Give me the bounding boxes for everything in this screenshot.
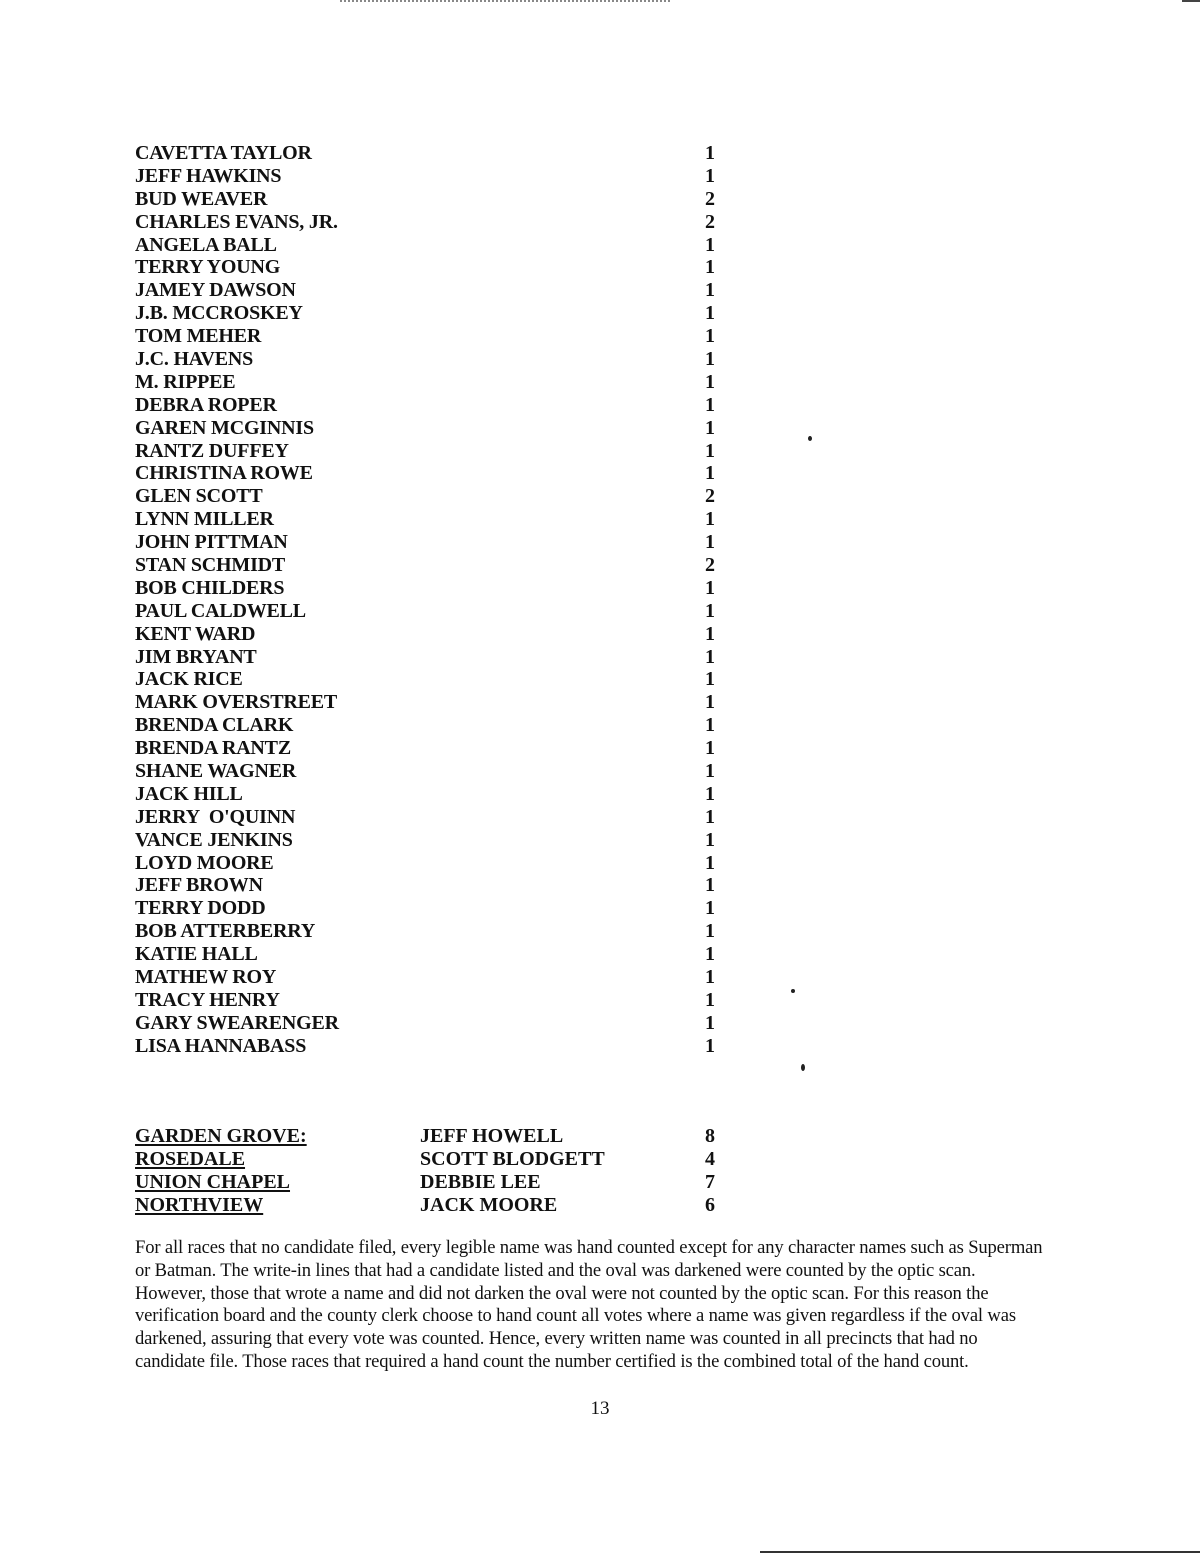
candidate-name: BUD WEAVER xyxy=(135,187,268,210)
vote-count: 1 xyxy=(705,988,715,1011)
write-in-row xyxy=(135,531,735,554)
candidate-name: KATIE HALL xyxy=(135,943,258,966)
write-in-row xyxy=(135,165,735,188)
candidate-name: BOB ATTERBERRY xyxy=(135,920,316,943)
write-in-row xyxy=(135,371,735,394)
page-number: 13 xyxy=(590,1398,610,1419)
scan-artifact-top xyxy=(340,0,670,5)
candidate-name: MARK OVERSTREET xyxy=(135,691,338,714)
precinct-results-table xyxy=(135,1125,735,1217)
candidate-name: PAUL CALDWELL xyxy=(135,599,306,622)
candidate-name: ANGELA BALL xyxy=(135,233,277,256)
candidate-name: LYNN MILLER xyxy=(135,508,274,531)
vote-count: 1 xyxy=(705,966,715,989)
write-in-row xyxy=(135,348,735,371)
candidate-name: LISA HANNABASS xyxy=(135,1034,307,1057)
write-in-row xyxy=(135,714,735,737)
candidate-name: GLEN SCOTT xyxy=(135,485,263,508)
write-in-row xyxy=(135,554,735,577)
precinct-candidate: JEFF HOWELL xyxy=(420,1125,564,1147)
candidate-name: DEBRA ROPER xyxy=(135,393,277,416)
write-in-row xyxy=(135,760,735,783)
candidate-name: VANCE JENKINS xyxy=(135,828,293,851)
precinct-name: ROSEDALE xyxy=(135,1148,246,1170)
vote-count: 1 xyxy=(705,508,715,531)
write-in-row xyxy=(135,806,735,829)
vote-count: 1 xyxy=(705,256,715,279)
vote-count: 1 xyxy=(705,782,715,805)
candidate-name: JACK RICE xyxy=(135,668,243,691)
vote-count: 1 xyxy=(705,576,715,599)
candidate-name: JIM BRYANT xyxy=(135,645,257,668)
candidate-name: M. RIPPEE xyxy=(135,370,236,393)
candidate-name: J.C. HAVENS xyxy=(135,347,254,370)
vote-count: 1 xyxy=(705,805,715,828)
precinct-row xyxy=(135,1125,735,1148)
candidate-name: JAMEY DAWSON xyxy=(135,279,296,302)
write-in-row xyxy=(135,668,735,691)
candidate-name: GARY SWEARENGER xyxy=(135,1011,339,1034)
candidate-name: CHARLES EVANS, JR. xyxy=(135,210,338,233)
vote-count: 1 xyxy=(705,1011,715,1034)
vote-count: 1 xyxy=(705,897,715,920)
vote-count: 1 xyxy=(705,347,715,370)
candidate-name: JERRY O'QUINN xyxy=(135,805,296,828)
hand-count-note: For all races that no candidate filed, every legible name was hand counted except for any character names such as Superman or Batman. The write-in lines that had a candidate listed and the oval was darkened were counted by the optic scan. However, those that wrote a name and did not darken the oval were not counted by the optic scan. For this reason the verification board and the county clerk choose to hand count all votes where a name was given regardless if the oval was darkened, assuring that every vote was counted. Hence, every written name was counted in all precincts that had no candidate file. Those races that required a hand count the number certified is the combined total of the hand count. xyxy=(135,1237,1043,1372)
write-in-row xyxy=(135,829,735,852)
candidate-name: BRENDA RANTZ xyxy=(135,737,291,760)
candidate-name: GAREN MCGINNIS xyxy=(135,416,314,439)
write-in-row xyxy=(135,1035,735,1058)
vote-count: 1 xyxy=(705,325,715,348)
vote-count: 1 xyxy=(705,302,715,325)
vote-count: 1 xyxy=(705,691,715,714)
vote-count: 1 xyxy=(705,874,715,897)
write-in-row xyxy=(135,279,735,302)
candidate-name: TOM MEHER xyxy=(135,325,262,348)
write-in-row xyxy=(135,1012,735,1035)
vote-count: 1 xyxy=(705,233,715,256)
candidate-name: JACK HILL xyxy=(135,782,243,805)
vote-count: 1 xyxy=(705,462,715,485)
precinct-row xyxy=(135,1194,735,1217)
write-in-row xyxy=(135,623,735,646)
precinct-votes: 6 xyxy=(705,1194,715,1216)
vote-count: 1 xyxy=(705,737,715,760)
precinct-votes: 8 xyxy=(705,1125,715,1147)
vote-count: 1 xyxy=(705,622,715,645)
vote-count: 1 xyxy=(705,760,715,782)
vote-count: 1 xyxy=(705,141,715,164)
write-in-row xyxy=(135,256,735,279)
vote-count: 1 xyxy=(705,393,715,416)
write-in-row xyxy=(135,852,735,875)
precinct-votes: 4 xyxy=(705,1148,715,1170)
write-in-row xyxy=(135,943,735,966)
scan-artifact-bottom xyxy=(760,1551,1200,1553)
candidate-name: TERRY DODD xyxy=(135,897,266,920)
write-in-row xyxy=(135,440,735,463)
vote-count: 1 xyxy=(705,439,715,462)
scan-speck xyxy=(801,1064,805,1071)
vote-count: 1 xyxy=(705,416,715,439)
vote-count: 1 xyxy=(705,370,715,393)
write-in-row xyxy=(135,417,735,440)
write-in-row xyxy=(135,508,735,531)
candidate-name: J.B. MCCROSKEY xyxy=(135,302,303,325)
precinct-candidate: DEBBIE LEE xyxy=(420,1171,541,1193)
write-in-row xyxy=(135,600,735,623)
precinct-name: UNION CHAPEL xyxy=(135,1171,291,1193)
vote-count: 1 xyxy=(705,943,715,966)
vote-count: 1 xyxy=(705,645,715,668)
write-in-row xyxy=(135,577,735,600)
write-in-row xyxy=(135,462,735,485)
vote-count: 1 xyxy=(705,164,715,187)
candidate-name: STAN SCHMIDT xyxy=(135,553,286,576)
write-in-row xyxy=(135,737,735,760)
candidate-name: JEFF BROWN xyxy=(135,874,263,897)
precinct-candidate: JACK MOORE xyxy=(420,1194,558,1216)
candidate-name: BOB CHILDERS xyxy=(135,576,285,599)
precinct-row xyxy=(135,1171,735,1194)
write-in-row xyxy=(135,646,735,669)
vote-count: 1 xyxy=(705,1034,715,1057)
candidate-name: JEFF HAWKINS xyxy=(135,164,282,187)
candidate-name: JOHN PITTMAN xyxy=(135,531,288,554)
write-in-row xyxy=(135,783,735,806)
candidate-name: MATHEW ROY xyxy=(135,966,277,989)
write-in-row xyxy=(135,920,735,943)
write-in-row xyxy=(135,875,735,898)
vote-count: 2 xyxy=(705,553,715,576)
write-in-row xyxy=(135,966,735,989)
precinct-candidate: SCOTT BLODGETT xyxy=(420,1148,605,1170)
write-in-tally-list xyxy=(135,142,735,1058)
vote-count: 1 xyxy=(705,531,715,554)
candidate-name: TRACY HENRY xyxy=(135,988,280,1011)
vote-count: 1 xyxy=(705,279,715,302)
vote-count: 2 xyxy=(705,187,715,210)
write-in-row xyxy=(135,989,735,1012)
write-in-row xyxy=(135,485,735,508)
candidate-name: SHANE WAGNER xyxy=(135,760,297,782)
write-in-row xyxy=(135,394,735,417)
candidate-name: RANTZ DUFFEY xyxy=(135,439,289,462)
vote-count: 1 xyxy=(705,668,715,691)
write-in-row xyxy=(135,188,735,211)
vote-count: 1 xyxy=(705,851,715,874)
scan-speck xyxy=(808,436,812,441)
scan-artifact-corner xyxy=(1182,0,1200,2)
candidate-name: CHRISTINA ROWE xyxy=(135,462,313,485)
vote-count: 2 xyxy=(705,210,715,233)
precinct-votes: 7 xyxy=(705,1171,715,1193)
vote-count: 1 xyxy=(705,828,715,851)
write-in-row xyxy=(135,897,735,920)
write-in-row xyxy=(135,325,735,348)
write-in-row xyxy=(135,142,735,165)
candidate-name: TERRY YOUNG xyxy=(135,256,281,279)
vote-count: 1 xyxy=(705,920,715,943)
precinct-name: NORTHVIEW xyxy=(135,1194,264,1216)
candidate-name: BRENDA CLARK xyxy=(135,714,294,737)
vote-count: 1 xyxy=(705,714,715,737)
write-in-row xyxy=(135,211,735,234)
candidate-name: KENT WARD xyxy=(135,622,256,645)
candidate-name: CAVETTA TAYLOR xyxy=(135,141,312,164)
write-in-row xyxy=(135,234,735,257)
scan-speck xyxy=(791,989,795,993)
candidate-name: LOYD MOORE xyxy=(135,851,274,874)
precinct-row xyxy=(135,1148,735,1171)
write-in-row xyxy=(135,691,735,714)
precinct-name: GARDEN GROVE: xyxy=(135,1125,307,1147)
vote-count: 2 xyxy=(705,485,715,508)
write-in-row xyxy=(135,302,735,325)
vote-count: 1 xyxy=(705,599,715,622)
